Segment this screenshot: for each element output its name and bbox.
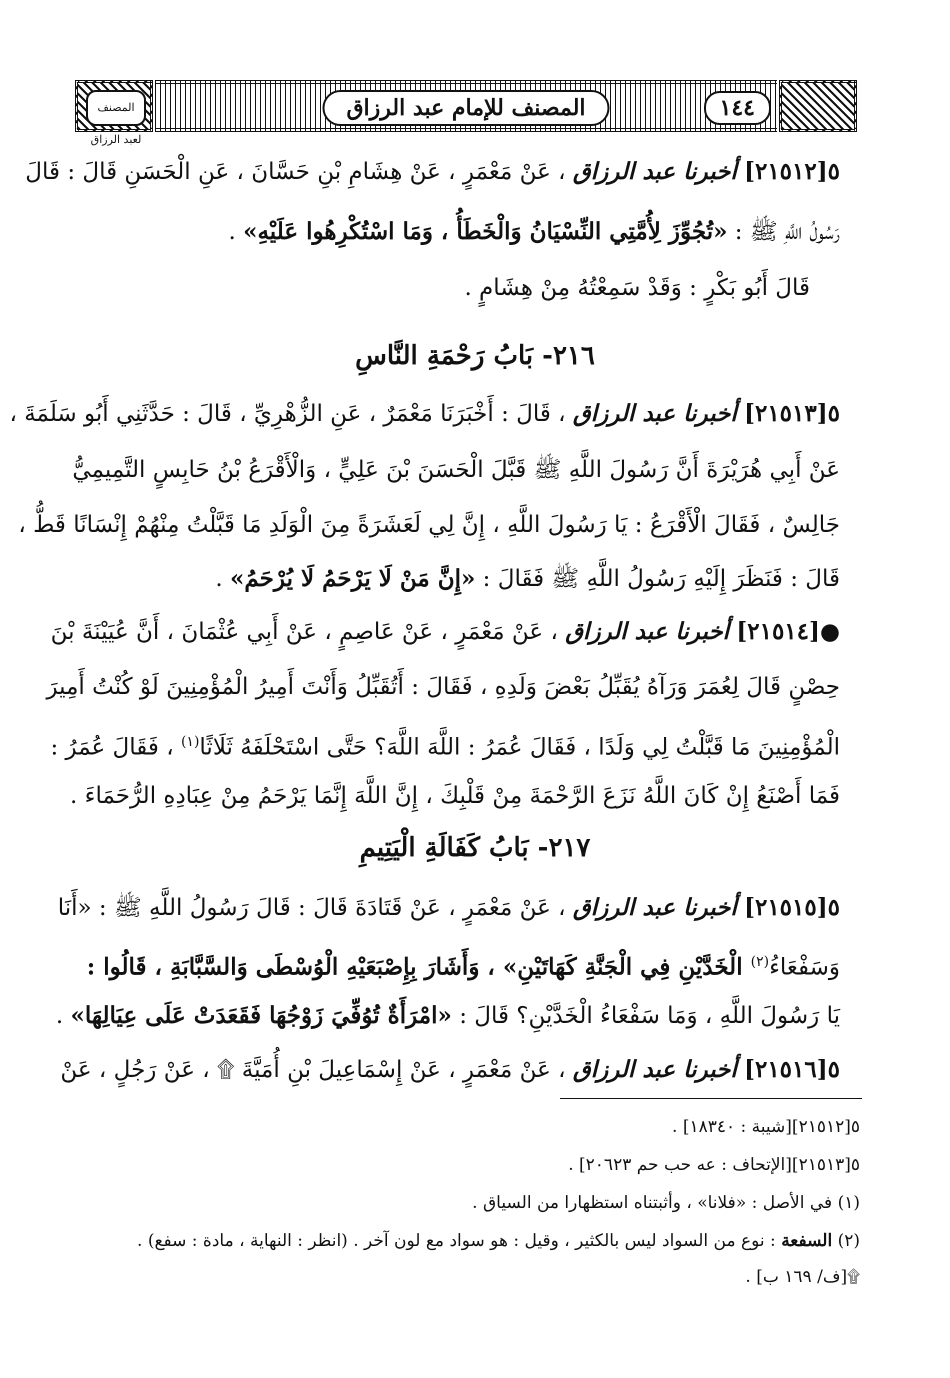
punctuation: . [228, 219, 244, 245]
prophetic-quote: «امْرَأَةٌ تُوُفِّيَ زَوْجُهَا فَقَعَدَتْ عَلَى عِيَالِهَا» [70, 1002, 452, 1029]
footnote-1: (١) في الأصل : «فلانا» ، وأثبتناه استظهارا من السياق . [472, 1193, 860, 1213]
footnote-manuscript-folio: ۩[ف/ ١٦٩ ب] . [745, 1267, 860, 1287]
hadith-21515-line-1 [57, 886, 840, 930]
hadith-marker: ٥ [827, 894, 840, 921]
page-number: ١٤٤ [704, 91, 771, 125]
prophetic-quote: «تُجُوِّزَ لِأُمَّتِي النِّسْيَانُ وَالْخَطَأُ ، وَمَا اسْتُكْرِهُوا عَلَيْهِ» [243, 218, 728, 245]
hadith-text: ، عَنْ مَعْمَرٍ ، عَنْ إِسْمَاعِيلَ بْنِ أُمَيَّةَ ۩ ، عَنْ رَجُلٍ ، عَنْ [60, 1057, 566, 1083]
footnote-term: السفعة [781, 1231, 833, 1251]
hadith-text: يَا رَسُولَ اللَّهِ ، وَمَا سَفْعَاءُ الْخَدَّيْنِ؟ قَالَ : [451, 1003, 840, 1029]
hadith-21514-line-3 [50, 720, 840, 770]
hadith-marker: ● [819, 618, 840, 645]
hadith-21514-line-4: فَمَا أَصْنَعُ إِنْ كَانَ اللَّهُ نَزَعَ الرَّحْمَةَ مِنْ قَلْبِكَ ، إِنَّ اللَّهَ إِنَّمَا يَرْحَمُ مِنْ عِبَادِهِ الرُّحَمَاءَ . [70, 783, 840, 809]
chapter-heading-216: ٢١٦- بَابُ رَحْمَةِ النَّاسِ [355, 341, 595, 371]
hadith-lead: أخبرنا عبد الرزاق [572, 1056, 737, 1083]
hadith-number: [٢١٥١٥] [744, 894, 828, 921]
footnote-number: (٢) [832, 1231, 860, 1251]
punctuation: . [215, 566, 230, 592]
punctuation: . [55, 1003, 71, 1029]
header-ornament-right [779, 80, 857, 132]
hadith-number: [٢١٥١٦] [744, 1056, 828, 1083]
footnote-reference: (١) [180, 734, 200, 750]
header-strip [155, 80, 777, 132]
hadith-text: الْخَدَّيْنِ فِي الْجَنَّةِ كَهَاتَيْنِ» ، وَأَشَارَ بِإِصْبَعَيْهِ الْوُسْطَى وَالسَّبَّابَةِ ، قَالُوا : [86, 953, 751, 981]
hadith-text: قَالَ : فَنَظَرَ إِلَيْهِ رَسُولُ اللَّهِ ﷺ فَقَالَ : [475, 566, 840, 592]
page-header [75, 80, 857, 146]
footnote-reference: (٢) [750, 954, 770, 970]
hadith-text: ، عَنْ مَعْمَرٍ ، عَنْ قَتَادَةَ قَالَ : قَالَ رَسُولُ اللَّهِ ﷺ : «أَنَا [57, 895, 566, 921]
hadith-text: ، عَنْ مَعْمَرٍ ، عَنْ عَاصِمٍ ، عَنْ أَبِي عُثْمَانَ ، أَنَّ عُيَيْنَةَ بْنَ [50, 619, 558, 645]
footnote-text: : نوع من السواد ليس بالكثير ، وقيل : هو سواد مع لون آخر . (انظر : النهاية ، مادة : سفع) . [137, 1231, 782, 1251]
hadith-marker: ٥ [827, 158, 840, 185]
hadith-text: الْمُؤْمِنِينَ مَا قَبَّلْتُ لِي وَلَدًا ، فَقَالَ عُمَرُ : اللَّهَ اللَّهَ؟ حَتَّى اسْتَحْلَفَهُ ثَلَاثًا [199, 734, 840, 761]
footnote-separator [560, 1098, 862, 1099]
hadith-21512-line-1 [25, 150, 840, 194]
hadith-number: [٢١٥١٣] [744, 400, 828, 427]
hadith-number: [٢١٥١٤] [736, 618, 820, 645]
footnote-source-21512: ٥[٢١٥١٢][شيبة : ١٨٣٤٠] . [672, 1117, 860, 1137]
hadith-text: ، قَالَ : أَخْبَرَنَا مَعْمَرٌ ، عَنِ الزُّهْرِيِّ ، قَالَ : حَدَّثَنِي أَبُو سَلَمَةَ ، [9, 401, 566, 427]
hadith-21513-line-2: عَنْ أَبِي هُرَيْرَةَ أَنَّ رَسُولَ اللَّهِ ﷺ قَبَّلَ الْحَسَنَ بْنَ عَلِيٍّ ، وَالْأَقْرَعُ بْنُ حَابِسٍ التَّمِيمِيُّ [72, 457, 840, 483]
hadith-lead: أخبرنا عبد الرزاق [572, 400, 737, 427]
hadith-text: ، فَقَالَ عُمَرُ : [50, 734, 181, 761]
hadith-lead: أخبرنا عبد الرزاق [572, 894, 737, 921]
header-ornament-left [75, 80, 153, 146]
hadith-21514-line-1 [50, 610, 840, 654]
prophetic-quote: «إِنَّ مَنْ لَا يَرْحَمُ لَا يُرْحَمُ» [230, 565, 476, 592]
hadith-21514-line-2: حِصْنٍ قَالَ لِعُمَرَ وَرَآهُ يُقَبِّلُ بَعْضَ وَلَدِهِ ، فَقَالَ : أَتُقَبِّلُ وَأَنْتَ أَمِيرُ الْمُؤْمِنِينَ لَوْ كُنْتُ أَمِيرَ [46, 674, 840, 700]
footnote-2 [88, 1226, 860, 1256]
hadith-21516-line-1 [60, 1048, 840, 1092]
hadith-marker: ٥ [827, 400, 840, 427]
hadith-text: ، عَنْ مَعْمَرٍ ، عَنْ هِشَامِ بْنِ حَسَّانَ ، عَنِ الْحَسَنِ قَالَ : قَالَ [25, 159, 566, 185]
hadith-21515-line-2 [88, 940, 840, 990]
hadith-marker: ٥ [827, 1056, 840, 1083]
hadith-21515-line-3 [55, 994, 840, 1038]
footnote-source-21513: ٥[٢١٥١٣][الإتحاف : عه حب حم ٢٠٦٢٣] . [568, 1155, 860, 1175]
hadith-21513-line-1 [9, 392, 840, 436]
chapter-heading-217: ٢١٧- بَابُ كَفَالَةِ الْيَتِيمِ [359, 833, 591, 863]
header-emblem: المصنف لعبد الرزاق [86, 90, 146, 126]
hadith-21513-line-4 [88, 557, 840, 601]
hadith-21512-line-3: قَالَ أَبُو بَكْرٍ : وَقَدْ سَمِعْتُهُ مِنْ هِشَامٍ . [464, 275, 810, 301]
hadith-number: [٢١٥١٢] [744, 158, 828, 185]
header-title: المصنف للإمام عبد الرزاق [322, 90, 609, 126]
hadith-21513-line-3: جَالِسٌ ، فَقَالَ الْأَقْرَعُ : يَا رَسُولَ اللَّهِ ، إِنَّ لِي لَعَشَرَةً مِنَ الْوَلَدِ مَا قَبَّلْتُ مِنْهُمْ إِنْسَانًا قَطُّ ، [18, 512, 840, 538]
hadith-21512-line-2 [88, 210, 840, 254]
hadith-text: رَسُولُ اللَّهِ ﷺ : [727, 219, 840, 245]
hadith-lead: أخبرنا عبد الرزاق [565, 618, 730, 645]
hadith-lead: أخبرنا عبد الرزاق [572, 158, 737, 185]
hadith-text: وَسَفْعَاءُ [769, 954, 840, 981]
